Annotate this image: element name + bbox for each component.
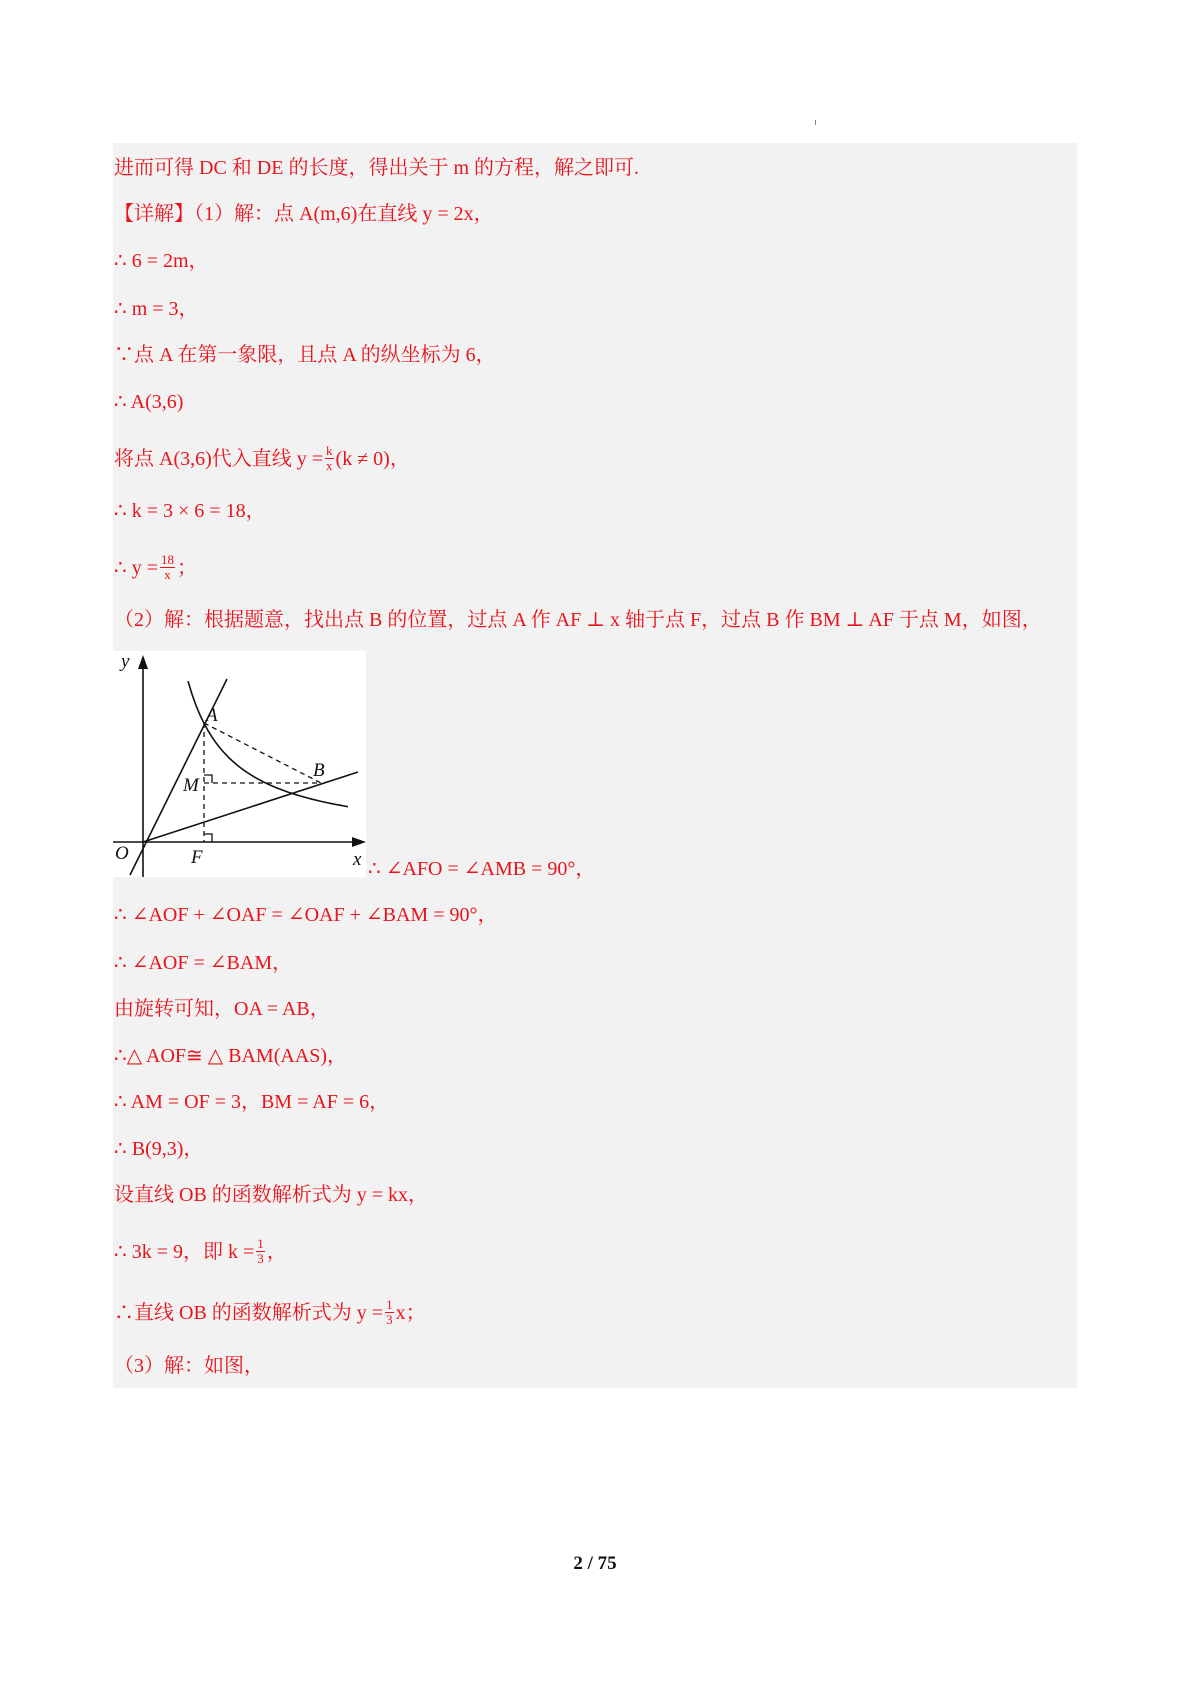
- text-line: [114, 498, 266, 524]
- right-angle-m: [204, 775, 212, 783]
- numerator: 1: [257, 1236, 264, 1251]
- fraction: [160, 553, 175, 582]
- text-segment: ∴ k = 3 × 6 = 18，: [114, 500, 266, 522]
- text-line: [114, 1237, 287, 1266]
- text-segment: ∴ ∠AOF + ∠OAF = ∠OAF + ∠BAM = 90°，: [114, 904, 498, 926]
- text-segment: 将点 A(3,6)代入直线 y =: [114, 447, 324, 470]
- text-line: [114, 996, 330, 1022]
- text-line: [114, 201, 494, 227]
- text-segment: 设直线 OB 的函数解析式为 y = kx，: [114, 1184, 429, 1206]
- text-line: [114, 248, 209, 274]
- text-line: [114, 1353, 264, 1379]
- text-line: [114, 296, 199, 322]
- text-line: [114, 389, 183, 415]
- text-segment: ∴ 6 = 2m，: [114, 250, 209, 272]
- numerator: 18: [161, 552, 175, 567]
- text-segment: ∴ B(9,3)，: [114, 1138, 204, 1160]
- text-segment: 【详解】（1）解：点 A(m,6)在直线 y = 2x，: [114, 203, 494, 225]
- x-arrow-icon: [352, 837, 366, 847]
- label-y: y: [121, 651, 130, 672]
- text-line: [114, 1089, 389, 1115]
- text-segment: （3）解：如图，: [114, 1355, 264, 1377]
- denominator: 3: [386, 1312, 393, 1327]
- text-line: [114, 155, 639, 181]
- stray-mark: [815, 120, 816, 125]
- text-segment: x；: [395, 1301, 426, 1324]
- text-line: [114, 342, 496, 368]
- text-segment: ∵点 A 在第一象限，且点 A 的纵坐标为 6，: [114, 344, 496, 366]
- text-line: [114, 902, 497, 928]
- text-line: [114, 950, 292, 976]
- label-m: M: [183, 775, 199, 796]
- label-a: A: [206, 705, 218, 726]
- text-segment: ∴ ∠AFO = ∠AMB = 90°，: [368, 858, 596, 880]
- label-f: F: [191, 847, 203, 868]
- text-segment: ∴ A(3,6): [114, 391, 184, 413]
- text-line: [114, 1298, 426, 1327]
- text-segment: （2）解：根据题意，找出点 B 的位置，过点 A 作 AF ⊥ x 轴于点 F，过点 B 作 BM ⊥ AF 于点 M，如图，: [114, 609, 1042, 631]
- label-o: O: [115, 843, 129, 864]
- right-angle-f: [204, 834, 212, 842]
- denominator: x: [164, 567, 171, 582]
- text-segment: ，: [266, 1240, 287, 1263]
- text-segment: ∴ y =: [114, 556, 159, 579]
- fraction: [256, 1237, 265, 1266]
- text-segment: 进而可得 DC 和 DE 的长度，得出关于 m 的方程，解之即可.: [114, 157, 639, 179]
- text-line: [114, 607, 1042, 633]
- text-line: [114, 1182, 428, 1208]
- text-segment: ∴ AM = OF = 3，BM = AF = 6，: [114, 1091, 390, 1113]
- text-segment: ∴△ AOF≅ △ BAM(AAS)，: [114, 1045, 348, 1067]
- text-segment: (k ≠ 0)，: [335, 447, 410, 470]
- fraction: [325, 444, 334, 473]
- segment-ab: [204, 723, 321, 783]
- numerator: k: [326, 443, 333, 458]
- denominator: 3: [257, 1251, 264, 1266]
- text-line: [114, 553, 197, 582]
- hyperbola: [188, 681, 348, 807]
- text-line: [368, 856, 595, 882]
- numerator: 1: [386, 1297, 393, 1312]
- denominator: x: [326, 458, 333, 473]
- geometry-figure: [113, 651, 366, 877]
- label-x: x: [353, 849, 362, 870]
- text-segment: ∴ m = 3，: [114, 298, 199, 320]
- text-line: [114, 1136, 203, 1162]
- text-segment: 由旋转可知，OA = AB，: [114, 998, 330, 1020]
- page-number: 2 / 75: [573, 1553, 617, 1574]
- text-segment: ∴ ∠AOF = ∠BAM，: [114, 952, 293, 974]
- text-line: [114, 1043, 347, 1069]
- text-line: [114, 444, 410, 473]
- text-segment: ∴ 3k = 9，即 k =: [114, 1240, 255, 1263]
- text-segment: ；: [177, 556, 198, 579]
- fraction: [385, 1298, 394, 1327]
- label-b: B: [313, 760, 325, 781]
- text-segment: ∴直线 OB 的函数解析式为 y =: [114, 1301, 384, 1324]
- figure-svg: [113, 651, 366, 877]
- y-arrow-icon: [138, 655, 148, 669]
